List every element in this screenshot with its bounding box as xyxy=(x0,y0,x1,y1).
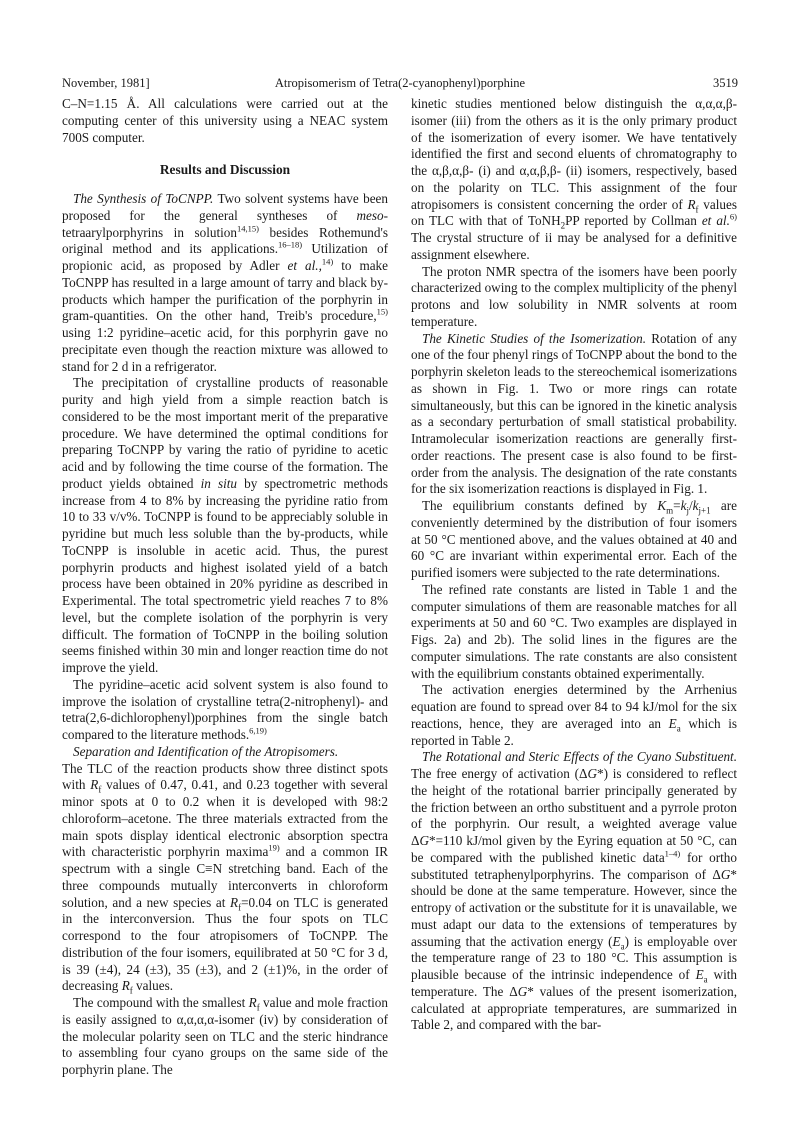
reference: 14,15) xyxy=(237,223,259,234)
reference: 14) xyxy=(321,256,334,267)
paragraph-activation-energies: The activation energies determined by the Arrhenius equation are found to spread over 84 to 94 kJ/mol for the six reactions, hence, they are averaged into an $E_a$ which is reported in Table 2. xyxy=(411,682,737,748)
paragraph-nmr: The proton NMR spectra of the isomers have been poorly characterized owing to the complex multiplicity of the phenyl protons and low solubility in NMR solvents at room temperature. xyxy=(411,263,737,329)
runin-heading-rotational: The Rotational and Steric Effects of the Cyano Substituent. xyxy=(422,749,737,765)
left-column xyxy=(62,96,388,1079)
right-column xyxy=(411,96,737,1034)
paragraph-tlc: The TLC of the reaction products show three distinct spots with $R_f$ values of 0.47, 0.41, and 0.23 together with several minor spots at 0 to 0.2 when it is developed with 98:2 chloroform–acetone. The three materials extracted from the main spots display identical electronic absorption spectra with characteristic porphyrin maxima$^{19)}$ and a common IR spectrum with a single C≡N stretching band. Each of the three compounds mutually interconverts in chloroform solution, and a new species at $R_f=0.04$ on TLC is generated in the interconversion. Thus the four spots on TLC correspond to the four atropisomers of ToCNPP. The distribution of the four isomers, equilibrated at 50 °C for 3 d, is 39 (±4), 24 (±3), 35 (±3), and 2 (±1)%, in the order of decreasing $R_f$ values. xyxy=(62,760,389,996)
reference: 6,19) xyxy=(249,725,267,736)
paragraph-equilibrium: The equilibrium constants defined by $K_m=k_j/k_{j+1}$ are conveniently determined by the distribution of four isomers at 50 °C mentioned above, and the values obtained at 40 and 60 °C are invariant within experimental error. Each of the purified isomers were subjected to the rate determinations. xyxy=(411,498,737,580)
running-header xyxy=(62,76,738,94)
reference: 15) xyxy=(376,306,388,317)
paragraph-separation-heading xyxy=(62,744,388,761)
runin-heading-synthesis: The Synthesis of ToCNPP. xyxy=(73,191,214,206)
paragraph-precipitation: The precipitation of crystalline products of reasonable purity and high yield from a simple reaction batch is considered to be the most important merit of the preparative procedure. We have determined the optimal conditions for preparing ToCNPP by varing the ratio of pyridine to acetic acid and by following the time course of the formation. The product yields obtained in situ by spectrometric methods increase from 4 to 8% by increasing the pyridine ratio from 10 to 33 v/v%. ToCNPP is found to be appreciably soluble in pyridine but much less soluble than the by-products, while ToCNPP is insoluble in acetic acid. Thus, the purest porphyrin products and highest isolated yield of a batch process have been obtained in 20% pyridine as described in Experimental. The total spectrometric yield reaches 7 to 8% level, but the complete isolation of the porphyrin is very difficult. The formation of ToCNPP in the boiling solution seems finished within 30 min and longer reaction time do not improve the yield. xyxy=(62,375,389,675)
paragraph-rate-constants: The refined rate constants are listed in Table 1 and the computer simulations of them are reasonable matches for all experiments at 50 and 60 °C. Two examples are displayed in Figs. 2a) and 2b). The solid lines in the figures are the computer simulations. The rate constants are also consistent with the equilibrium constants obtained experimentally. xyxy=(411,581,737,681)
paragraph-computing: C–N=1.15 Å. All calculations were carried out at the computing center of this university using a NEAC system 700S computer. xyxy=(62,96,388,145)
paragraph-rotational-effects: The Rotational and Steric Effects of the Cyano Substituent. The free energy of activation (ΔG*) is considered to reflect the height of the rotational barrier principally generated by the friction between an ortho substituent and a pyrrole proton of the porphyrin. Our result, a weighted average value ΔG*=110 kJ/mol given by the Eyring equation at 50 °C, can be compared with the published kinetic data$^{1-4)}$ for ortho substituted tetraphenylporphyrins. The comparison of ΔG* should be done at the same temperature. However, since the entropy of activation or the substitute for it is unavailable, we must adapt our data to the extensions of temperatures by assuming that the activation energy $(E_a)$ is employable over the temperature range of 23 to 180 °C. This assumption is plausible because of the intrinsic independence of $E_a$ with temperature. The ΔG* values of the present isomerization, calculated at appropriate temperatures, are summarized in Table 2, and compared with the bar- xyxy=(411,749,738,1033)
runin-heading-kinetic: The Kinetic Studies of the Isomerization. xyxy=(422,330,647,346)
paragraph-assignment: The compound with the smallest $R_f$ value and mole fraction is easily assigned to α,α,α,α-isomer (iv) by consideration of the molecular polarity seen on TLC and the steric hindrance to assembling four cyano groups on the same side of the porphyrin plane. The xyxy=(62,995,388,1077)
runin-heading-separation: Separation and Identification of the Atropisomers. xyxy=(73,743,339,759)
header-title: Atropisomerism of Tetra(2-cyanophenyl)porphine xyxy=(274,76,526,90)
reference: 19) xyxy=(268,842,280,853)
paragraph-kinetic-identification: kinetic studies mentioned below distinguish the α,α,α,β-isomer (iii) from the others as it is the only primary product of the isomerization of every isomer. We have tentatively identified the first and second eluents of chromatography to the α,β,α,β- (i) and α,α,β,β- (ii) isomers, respectively, based on the polarity on TLC. This assignment of the four atropisomers is consistent concerning the order of $R_f$ values on TLC with that of ToNH$_2$PP reported by Collman et al.$^{6)}$ The crystal structure of ii may be analysed for a definitive assignment elsewhere. xyxy=(411,96,737,262)
paragraph-kinetic-studies: The Kinetic Studies of the Isomerization. Rotation of any one of the four phenyl rings of ToCNPP about the bond to the porphyrin skeleton leads to the stereochemical isomerizations as shown in Fig. 1. Two or more rings can rotate simultaneously, but this can be ignored in the kinetic analysis as a secondary perturbation of small statistical probability. Intramolecular isomerization reactions are generally first-order reactions. The present case is also found to be first-order from the analysis. The designation of the rate constants for the six isomerization reactions is displayed in Fig. 1. xyxy=(411,330,737,497)
reference: 1–4) xyxy=(664,848,681,859)
paragraph-synthesis: The Synthesis of ToCNPP. Two solvent systems have been proposed for the general syntheses of meso-tetraarylporphyrins in solution$^{14,15)}$ besides Rothemund's original method and its applications.$^{16-18)}$ Utilization of propionic acid, as proposed by Adler et al.,$^{14)}$ to make ToCNPP has resulted in a large amount of tarry and black by-products which hamper the purification of the porphyrin in gram-quantities. On the other hand, Treib's procedure,$^{15)}$ using 1:2 pyridine–acetic acid, for this porphyrin gave no precipitate even though the reaction mixture was allowed to stand for 2 d in a refrigerator. xyxy=(62,191,389,374)
page-number: 3519 xyxy=(713,76,738,90)
section-heading: Results and Discussion xyxy=(159,162,291,178)
reference: 16–18) xyxy=(278,239,303,250)
header-date: November, 1981] xyxy=(62,76,150,90)
reference: 6) xyxy=(729,211,737,222)
paragraph-solvent-system: The pyridine–acetic acid solvent system is also found to improve the isolation of crystalline tetra(2-nitrophenyl)- and tetra(2,6-dichlorophenyl)porphines from the single batch compared to the literature methods.$^{6,19)}$ xyxy=(62,676,388,742)
